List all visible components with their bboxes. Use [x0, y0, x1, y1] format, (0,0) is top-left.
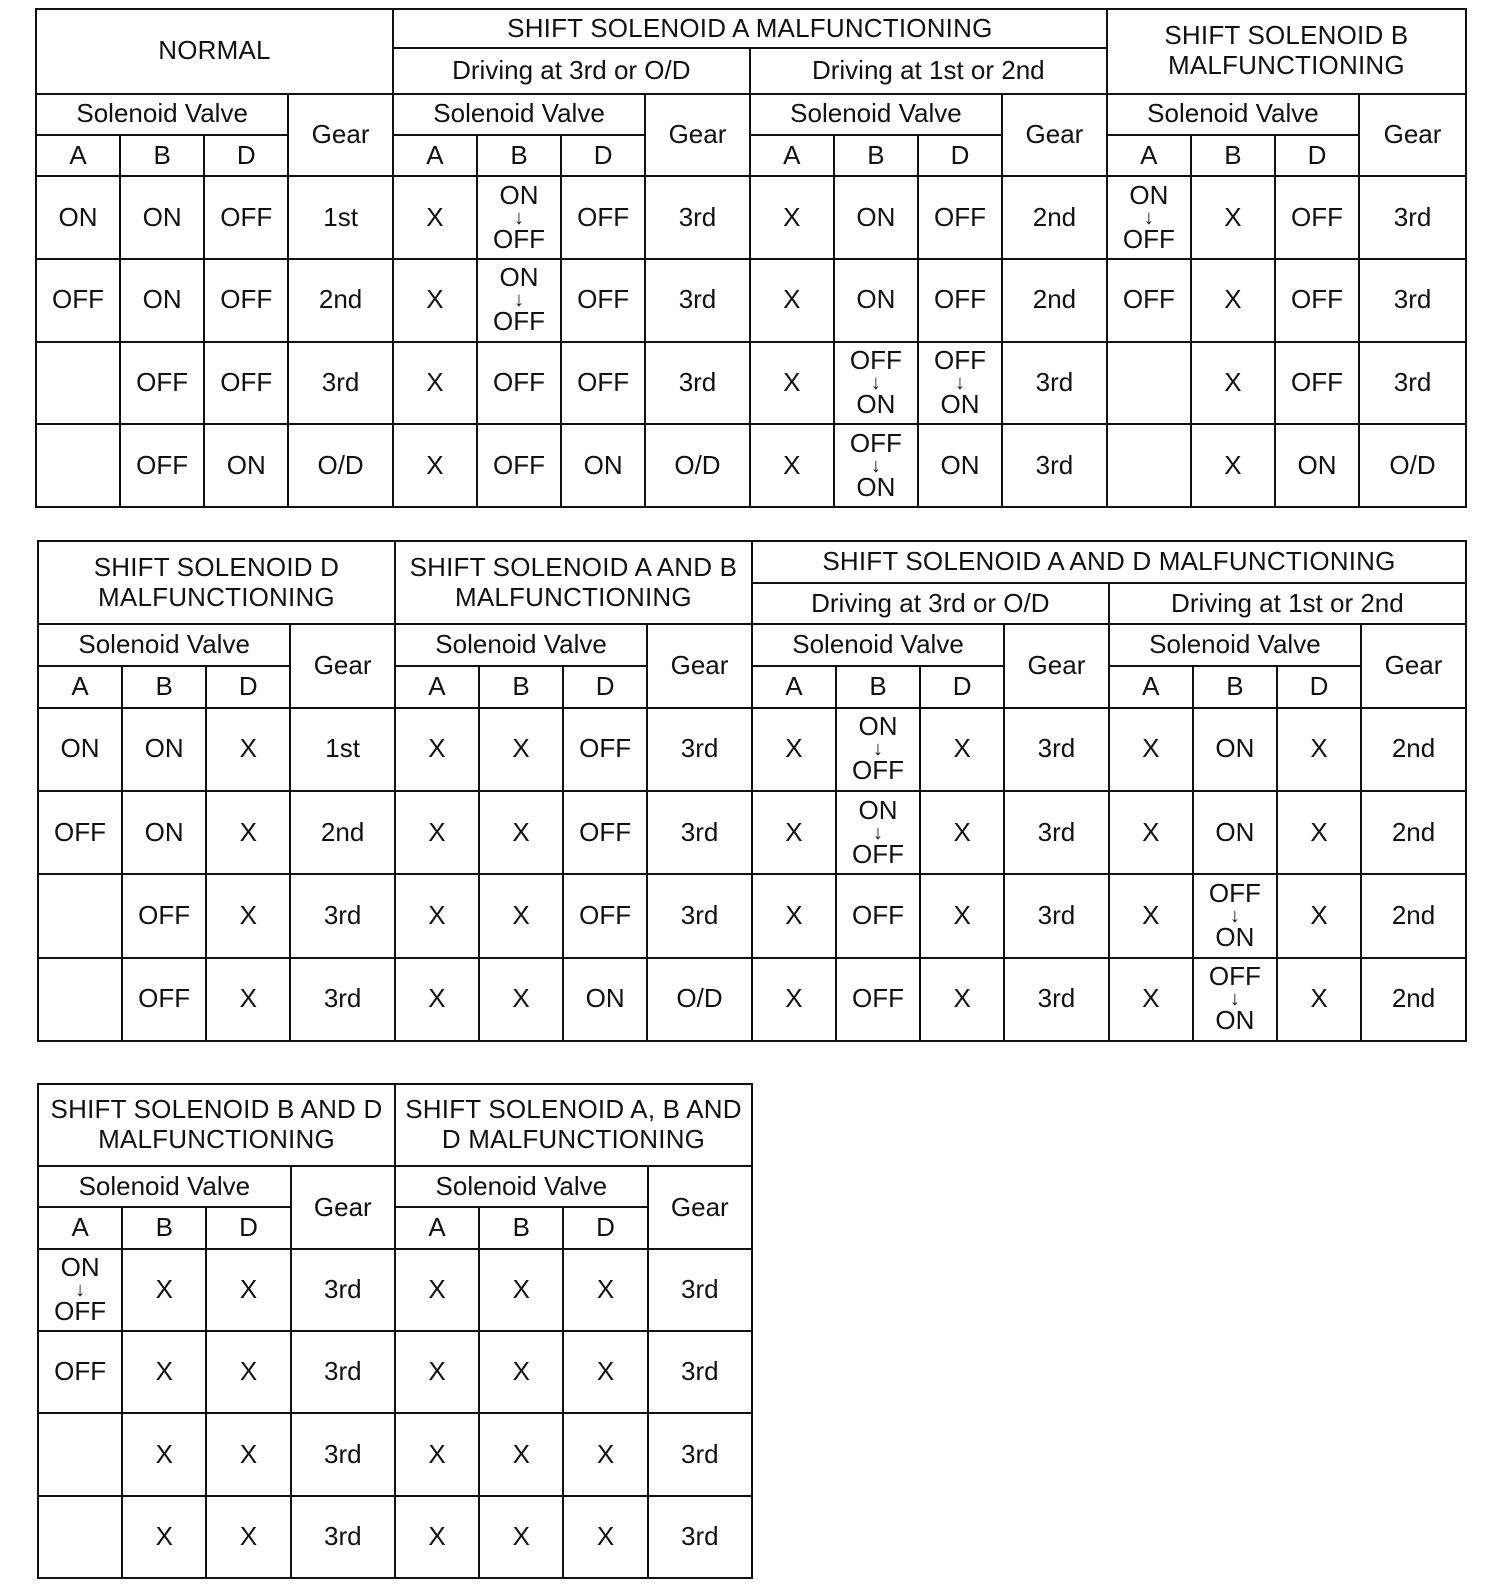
table-row	[38, 1331, 752, 1413]
gear-header: Gear	[1361, 624, 1466, 707]
table-cell: 3rd	[647, 791, 752, 874]
col-a: A	[38, 666, 122, 708]
table-cell: ON	[1193, 791, 1277, 874]
table-cell: OFF	[918, 259, 1002, 342]
col-d: D	[206, 1207, 290, 1248]
table-cell: X	[393, 259, 477, 342]
arrow-down-icon: ↓	[1229, 988, 1240, 1011]
table-cell: X	[479, 1496, 563, 1578]
table-cell: OFF	[204, 259, 288, 342]
table-cell: X	[206, 791, 290, 874]
table-cell: X	[1191, 342, 1275, 425]
table-cell: X	[563, 1331, 647, 1413]
arrow-down-icon: ↓	[514, 206, 525, 229]
table-cell: X	[1109, 708, 1193, 791]
table-cell: 3rd	[647, 874, 752, 957]
gear-header: Gear	[290, 624, 395, 707]
table-cell: OFF	[477, 424, 561, 507]
table-cell: ON	[918, 424, 1002, 507]
col-d: D	[206, 666, 290, 708]
table-normal-a-b	[35, 8, 1467, 508]
table-cell: X	[206, 958, 290, 1041]
table-cell: 3rd	[647, 708, 752, 791]
table-cell: OFF	[36, 259, 120, 342]
table-cell: ON	[122, 791, 206, 874]
table-cell: 3rd	[648, 1331, 752, 1413]
table-row	[38, 874, 1466, 957]
table-cell: X	[395, 958, 479, 1041]
solenoid-valve-header: Solenoid Valve	[38, 1166, 291, 1207]
table-cell: ON	[561, 424, 645, 507]
table-cell: 3rd	[1359, 342, 1466, 425]
table-cell	[36, 424, 120, 507]
table-cell: 3rd	[291, 1331, 395, 1413]
table-cell: 3rd	[1004, 791, 1109, 874]
col-b: B	[477, 135, 561, 176]
table-cell: ON ↓ OFF	[38, 1249, 122, 1331]
table-cell: OFF	[561, 342, 645, 425]
table-cell: 2nd	[1002, 259, 1107, 342]
table-cell: X	[750, 176, 834, 259]
table-cell: OFF	[38, 791, 122, 874]
table-cell: X	[1191, 424, 1275, 507]
table-d-ab-ad	[37, 540, 1467, 1042]
col-d: D	[561, 135, 645, 176]
col-a: A	[752, 666, 836, 708]
table-cell: X	[750, 259, 834, 342]
col-b: B	[836, 666, 920, 708]
table-cell: X	[395, 708, 479, 791]
table-cell: OFF	[38, 1331, 122, 1413]
table-cell: 3rd	[291, 1496, 395, 1578]
table-row	[36, 342, 1466, 425]
table-cell: 3rd	[1004, 708, 1109, 791]
table-cell: X	[479, 1413, 563, 1495]
solenoid-valve-header: Solenoid Valve	[1107, 94, 1359, 135]
table-cell: OFF	[1275, 342, 1359, 425]
table-cell: X	[395, 791, 479, 874]
col-d: D	[920, 666, 1004, 708]
table-cell: 2nd	[1361, 958, 1466, 1041]
table-cell	[36, 342, 120, 425]
table-cell: 2nd	[1361, 874, 1466, 957]
table-cell: X	[1191, 259, 1275, 342]
table-cell: 3rd	[1002, 424, 1107, 507]
table-cell: OFF	[563, 708, 647, 791]
subtitle-driving-1st-2nd: Driving at 1st or 2nd	[750, 48, 1107, 93]
table-cell: 3rd	[645, 176, 750, 259]
col-d: D	[204, 135, 288, 176]
table-cell: 2nd	[1361, 791, 1466, 874]
table-cell: X	[1191, 176, 1275, 259]
table-cell: 3rd	[1004, 958, 1109, 1041]
table-cell: X	[395, 1249, 479, 1331]
table-cell: X	[122, 1331, 206, 1413]
table-body	[36, 176, 1466, 507]
col-b: B	[122, 666, 206, 708]
arrow-down-icon: ↓	[1229, 904, 1240, 927]
table-cell: X	[1277, 958, 1361, 1041]
solenoid-valve-header: Solenoid Valve	[395, 1166, 648, 1207]
table-cell: X	[1109, 791, 1193, 874]
table-cell: ON	[1275, 424, 1359, 507]
col-a: A	[395, 666, 479, 708]
table-cell: X	[479, 958, 563, 1041]
table-cell: OFF ↓ ON	[1193, 874, 1277, 957]
table-bd-abd	[37, 1083, 753, 1579]
table-cell: X	[752, 958, 836, 1041]
table-cell: OFF	[477, 342, 561, 425]
table-cell: ON ↓ OFF	[477, 259, 561, 342]
table-cell: 3rd	[291, 1249, 395, 1331]
col-b: B	[122, 1207, 206, 1248]
table-cell: OFF	[563, 791, 647, 874]
table-body	[38, 1249, 752, 1578]
col-a: A	[36, 135, 120, 176]
arrow-down-icon: ↓	[870, 372, 881, 395]
table-cell: OFF	[836, 958, 920, 1041]
col-d: D	[1277, 666, 1361, 708]
table-cell	[1107, 424, 1191, 507]
table-cell: O/D	[647, 958, 752, 1041]
table-cell: X	[752, 708, 836, 791]
solenoid-valve-header: Solenoid Valve	[395, 624, 647, 666]
arrow-down-icon: ↓	[873, 821, 884, 844]
table-cell: X	[563, 1249, 647, 1331]
table-cell: X	[1277, 791, 1361, 874]
table-cell: X	[479, 874, 563, 957]
gear-header: Gear	[645, 94, 750, 177]
table-cell: OFF	[120, 424, 204, 507]
col-b: B	[1191, 135, 1275, 176]
table-cell: ON ↓ OFF	[836, 708, 920, 791]
arrow-down-icon: ↓	[514, 289, 525, 312]
title-normal: NORMAL	[36, 9, 393, 94]
table-cell: X	[920, 791, 1004, 874]
table-cell: ON	[38, 708, 122, 791]
table-cell: O/D	[288, 424, 393, 507]
table-cell: 3rd	[1002, 342, 1107, 425]
table-cell: 3rd	[288, 342, 393, 425]
col-a: A	[38, 1207, 122, 1248]
table-cell: X	[206, 708, 290, 791]
table-cell: OFF ↓ ON	[918, 342, 1002, 425]
col-a: A	[750, 135, 834, 176]
table-cell	[38, 1496, 122, 1578]
arrow-down-icon: ↓	[870, 454, 881, 477]
table-cell: 3rd	[1359, 176, 1466, 259]
table-row	[38, 708, 1466, 791]
table-cell: ON	[834, 176, 918, 259]
table-cell: X	[395, 1331, 479, 1413]
table-cell: OFF	[1275, 176, 1359, 259]
table-cell: 3rd	[648, 1249, 752, 1331]
table-cell: X	[393, 176, 477, 259]
table-cell: X	[206, 1249, 290, 1331]
table-cell: X	[479, 708, 563, 791]
table-body	[38, 708, 1466, 1041]
gear-header: Gear	[291, 1166, 395, 1248]
solenoid-valve-header: Solenoid Valve	[393, 94, 645, 135]
table-cell: 2nd	[290, 791, 395, 874]
table-cell: X	[395, 1413, 479, 1495]
table-cell: X	[479, 1249, 563, 1331]
table-cell: X	[122, 1496, 206, 1578]
table-cell: OFF	[120, 342, 204, 425]
table-cell: OFF	[122, 958, 206, 1041]
col-a: A	[1107, 135, 1191, 176]
table-cell: X	[1277, 708, 1361, 791]
gear-header: Gear	[648, 1166, 752, 1248]
table-cell: X	[752, 874, 836, 957]
table-cell: ON	[120, 176, 204, 259]
table-cell: 2nd	[288, 259, 393, 342]
table-cell: 1st	[290, 708, 395, 791]
gear-header: Gear	[1004, 624, 1109, 707]
solenoid-valve-header: Solenoid Valve	[38, 624, 290, 666]
table-cell: O/D	[1359, 424, 1466, 507]
table-row	[38, 1249, 752, 1331]
table-row	[38, 791, 1466, 874]
col-b: B	[120, 135, 204, 176]
table-cell: OFF	[563, 874, 647, 957]
table-cell: 3rd	[645, 259, 750, 342]
table-cell: X	[206, 1496, 290, 1578]
table-cell: OFF	[122, 874, 206, 957]
table-cell: X	[395, 874, 479, 957]
table-cell: X	[122, 1249, 206, 1331]
title-ad-malfunctioning: SHIFT SOLENOID A AND D MALFUNCTIONING	[752, 541, 1466, 583]
table-cell: ON ↓ OFF	[836, 791, 920, 874]
table-cell: OFF	[204, 342, 288, 425]
table-cell: X	[393, 424, 477, 507]
gear-header: Gear	[288, 94, 393, 177]
table-row	[38, 1496, 752, 1578]
col-b: B	[834, 135, 918, 176]
table-cell: X	[752, 791, 836, 874]
table-cell: X	[206, 1331, 290, 1413]
table-cell: 3rd	[645, 342, 750, 425]
table-cell: 3rd	[1004, 874, 1109, 957]
title-d-malfunctioning: SHIFT SOLENOID D MALFUNCTIONING	[38, 541, 395, 624]
col-a: A	[393, 135, 477, 176]
table-cell: OFF	[836, 874, 920, 957]
table-cell: X	[920, 958, 1004, 1041]
table-cell: X	[1109, 874, 1193, 957]
table-cell: 2nd	[1002, 176, 1107, 259]
arrow-down-icon: ↓	[75, 1278, 86, 1301]
title-ab-malfunctioning: SHIFT SOLENOID A AND B MALFUNCTIONING	[395, 541, 752, 624]
arrow-down-icon: ↓	[873, 738, 884, 761]
table-cell: ON ↓ OFF	[1107, 176, 1191, 259]
table-cell: OFF ↓ ON	[1193, 958, 1277, 1041]
table-cell	[38, 958, 122, 1041]
table-cell: 3rd	[648, 1496, 752, 1578]
col-a: A	[395, 1207, 479, 1248]
solenoid-valve-header: Solenoid Valve	[36, 94, 288, 135]
table-cell: X	[750, 424, 834, 507]
table-cell: X	[1277, 874, 1361, 957]
table-cell: ON	[122, 708, 206, 791]
table-cell: ON	[1193, 708, 1277, 791]
table-cell: 3rd	[290, 874, 395, 957]
table-cell: X	[479, 791, 563, 874]
table-cell: 3rd	[291, 1413, 395, 1495]
table-cell: X	[122, 1413, 206, 1495]
solenoid-valve-header: Solenoid Valve	[1109, 624, 1361, 666]
table-cell: OFF	[1107, 259, 1191, 342]
table-cell: X	[920, 874, 1004, 957]
table-cell: X	[750, 342, 834, 425]
subtitle-driving-1st-2nd: Driving at 1st or 2nd	[1109, 583, 1466, 625]
col-b: B	[1193, 666, 1277, 708]
col-a: A	[1109, 666, 1193, 708]
table-cell	[38, 1413, 122, 1495]
table-row	[36, 424, 1466, 507]
table-row	[38, 958, 1466, 1041]
table-cell: ON	[834, 259, 918, 342]
table-cell: 3rd	[1359, 259, 1466, 342]
table-cell: ON	[204, 424, 288, 507]
table-cell: OFF ↓ ON	[834, 342, 918, 425]
col-d: D	[563, 666, 647, 708]
table-cell: ON ↓ OFF	[477, 176, 561, 259]
table-cell: ON	[563, 958, 647, 1041]
title-b-malfunctioning: SHIFT SOLENOID B MALFUNCTIONING	[1107, 9, 1466, 94]
col-d: D	[918, 135, 1002, 176]
col-b: B	[479, 666, 563, 708]
table-cell: OFF	[918, 176, 1002, 259]
table-cell: ON	[120, 259, 204, 342]
col-d: D	[563, 1207, 647, 1248]
table-cell: ON	[36, 176, 120, 259]
gear-header: Gear	[1002, 94, 1107, 177]
table-cell: OFF	[561, 176, 645, 259]
table-row	[38, 1413, 752, 1495]
col-b: B	[479, 1207, 563, 1248]
table-cell: X	[920, 708, 1004, 791]
solenoid-valve-header: Solenoid Valve	[752, 624, 1004, 666]
title-a-malfunctioning: SHIFT SOLENOID A MALFUNCTIONING	[393, 9, 1107, 48]
table-row	[36, 176, 1466, 259]
subtitle-driving-3rd-od: Driving at 3rd or O/D	[752, 583, 1109, 625]
table-cell: 2nd	[1361, 708, 1466, 791]
table-cell: OFF ↓ ON	[834, 424, 918, 507]
table-cell: 1st	[288, 176, 393, 259]
table-cell: X	[1109, 958, 1193, 1041]
table-cell	[38, 874, 122, 957]
table-cell: X	[563, 1496, 647, 1578]
table-cell: X	[206, 1413, 290, 1495]
table-cell: X	[479, 1331, 563, 1413]
table-cell: OFF	[204, 176, 288, 259]
title-abd-malfunctioning: SHIFT SOLENOID A, B AND D MALFUNCTIONING	[395, 1084, 752, 1166]
table-row	[36, 259, 1466, 342]
title-bd-malfunctioning: SHIFT SOLENOID B AND D MALFUNCTIONING	[38, 1084, 395, 1166]
table-cell: X	[206, 874, 290, 957]
solenoid-valve-header: Solenoid Valve	[750, 94, 1002, 135]
table-cell: X	[563, 1413, 647, 1495]
gear-header: Gear	[1359, 94, 1466, 177]
subtitle-driving-3rd-od: Driving at 3rd or O/D	[393, 48, 750, 93]
table-cell: X	[393, 342, 477, 425]
table-cell: O/D	[645, 424, 750, 507]
gear-header: Gear	[647, 624, 752, 707]
table-cell: 3rd	[648, 1413, 752, 1495]
table-cell: OFF	[1275, 259, 1359, 342]
col-d: D	[1275, 135, 1359, 176]
arrow-down-icon: ↓	[955, 372, 966, 395]
table-cell: OFF	[561, 259, 645, 342]
arrow-down-icon: ↓	[1143, 206, 1154, 229]
table-cell: 3rd	[290, 958, 395, 1041]
table-cell	[1107, 342, 1191, 425]
table-cell: X	[395, 1496, 479, 1578]
